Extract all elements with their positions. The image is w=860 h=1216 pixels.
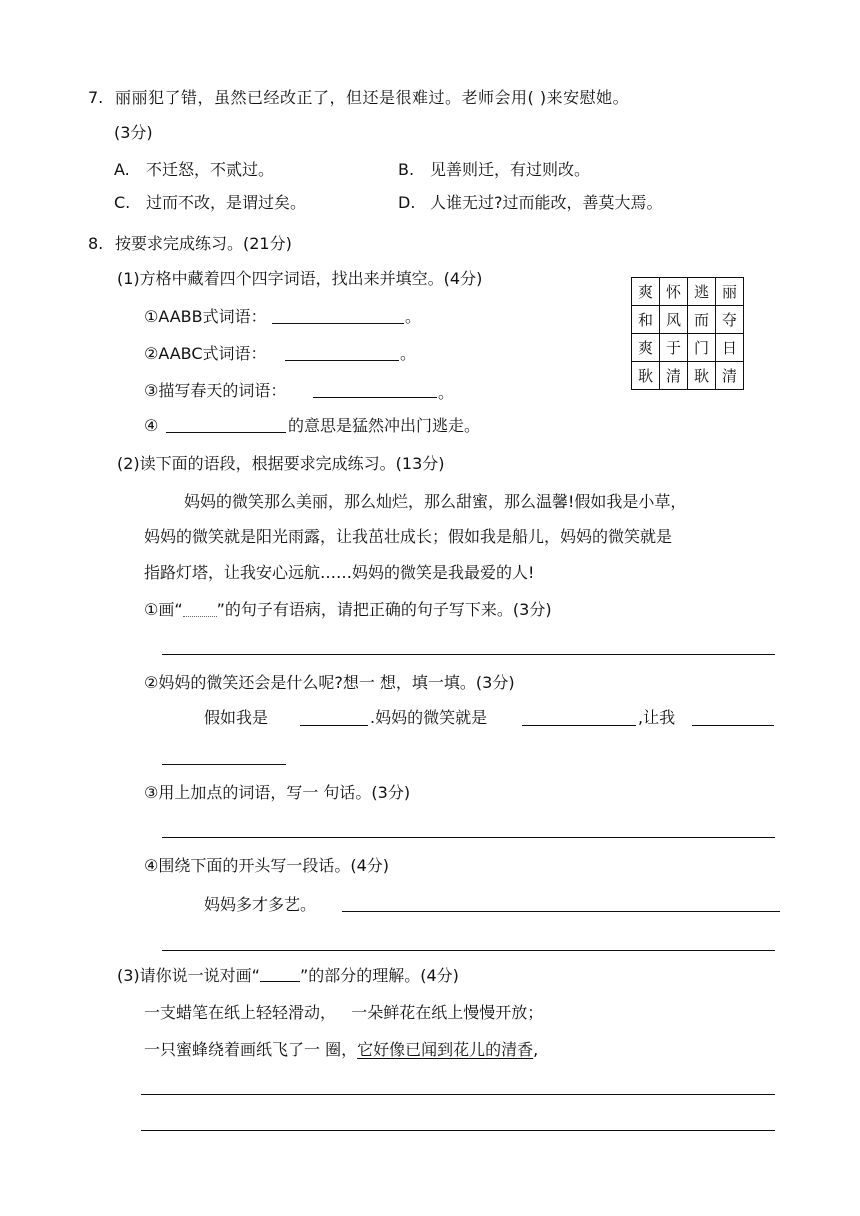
answer-blank-3[interactable]: [313, 397, 437, 398]
grid-cell: 耿: [632, 362, 660, 390]
end-mark-1: 。: [405, 307, 422, 326]
sub4-start: 妈妈多才多艺。: [204, 895, 317, 914]
underline-mark: [260, 969, 300, 982]
part1-item-4: ④: [144, 416, 159, 435]
answer-line-part3-a[interactable]: [141, 1094, 775, 1095]
grid-cell: 爽: [632, 334, 660, 362]
option-a-label: A.: [114, 160, 130, 179]
q7-score: (3分): [114, 123, 153, 142]
grid-cell: 丽: [716, 278, 744, 306]
option-c-text: 过而不改，是谓过矣。: [146, 193, 307, 212]
character-grid: [631, 277, 744, 390]
poem-line-2-pre: 一只蜜蜂绕着画纸飞了一 圈，: [144, 1040, 358, 1059]
part2-title: (2)读下面的语段，根据要求完成练习。(13分): [117, 454, 445, 473]
q8-number: 8.: [88, 234, 104, 253]
grid-cell: 耿: [688, 362, 716, 390]
passage-line-2: 妈妈的微笑就是阳光雨露，让我茁壮成长；假如我是船儿，妈妈的微笑就是: [144, 527, 673, 546]
sub2-question: ②妈妈的微笑还会是什么呢?想一 想，填一填。(3分): [144, 673, 515, 692]
sub2-blank-1[interactable]: [300, 725, 368, 726]
grid-cell: 清: [716, 362, 744, 390]
answer-line-sub3[interactable]: [162, 837, 775, 838]
answer-line-part3-b[interactable]: [141, 1130, 775, 1131]
poem-line-2-post: ,: [533, 1040, 539, 1059]
option-d-text: 人谁无过?过而能改，善莫大焉。: [430, 193, 663, 212]
answer-blank-2[interactable]: [285, 360, 399, 361]
sub2-blank-3[interactable]: [692, 725, 774, 726]
part1-item-3: ③描写春天的词语：: [144, 381, 287, 400]
grid-cell: 清: [660, 362, 688, 390]
answer-line-sub1[interactable]: [162, 654, 775, 655]
sub1-pre: ①画“: [144, 600, 183, 619]
sub1-question: [144, 600, 552, 620]
sub2-blank-2[interactable]: [522, 725, 636, 726]
option-b-label: B.: [398, 160, 415, 179]
grid-cell: 于: [660, 334, 688, 362]
answer-blank-4[interactable]: [166, 432, 286, 433]
sub1-post: ”的句子有语病，请把正确的句子写下来。(3分): [216, 600, 552, 619]
part1-item-2: ②AABC式词语：: [144, 344, 267, 363]
answer-blank-1[interactable]: [272, 323, 404, 324]
wavy-line-mark: [183, 606, 217, 617]
part3-title-pre: (3)请你说一说对画“: [117, 966, 260, 985]
sub2-text-c: ,让我: [638, 708, 676, 727]
grid-cell: 日: [716, 334, 744, 362]
sub2-blank-3-cont[interactable]: [162, 764, 286, 765]
part1-title: (1)方格中藏着四个四字词语，找出来并填空。(4分): [117, 269, 483, 288]
grid-cell: 而: [688, 306, 716, 334]
option-a-text: 不迁怒，不贰过。: [146, 160, 275, 179]
option-b-text: 见善则迁，有过则改。: [430, 160, 591, 179]
passage-line-3: 指路灯塔，让我安心远航……妈妈的微笑是我最爱的人!: [144, 563, 535, 582]
option-c-label: C.: [114, 193, 131, 212]
sub3-question: ③用上加点的词语，写一 句话。(3分): [144, 783, 411, 802]
answer-line-sub4-a[interactable]: [342, 911, 780, 912]
grid-cell: 逃: [688, 278, 716, 306]
part1-item-4-meaning: 的意思是猛然冲出门逃走。: [288, 416, 481, 435]
end-mark-3: 。: [438, 383, 455, 402]
sub2-text-b: .妈妈的微笑就是: [370, 708, 488, 727]
q8-stem: 按要求完成练习。(21分): [115, 234, 292, 253]
grid-cell: 门: [688, 334, 716, 362]
poem-line-2: [144, 1040, 538, 1060]
part3-title-post: ”的部分的理解。(4分): [299, 966, 459, 985]
part1-item-1: ①AABB式词语：: [144, 307, 267, 326]
grid-cell: 风: [660, 306, 688, 334]
q7-stem: 丽丽犯了错，虽然已经改正了，但还是很难过。老师会用( )来安慰她。: [115, 88, 630, 107]
grid-cell: 夺: [716, 306, 744, 334]
poem-underlined-phrase: 它好像已闻到花儿的清香: [357, 1040, 534, 1059]
answer-line-sub4-b[interactable]: [162, 950, 775, 951]
end-mark-2: 。: [400, 344, 417, 363]
grid-cell: 和: [632, 306, 660, 334]
passage-line-1: 妈妈的微笑那么美丽，那么灿烂，那么甜蜜，那么温馨!假如我是小草，: [184, 492, 687, 511]
sub2-text-a: 假如我是: [204, 708, 269, 727]
grid-cell: 爽: [632, 278, 660, 306]
q7-number: 7.: [88, 88, 104, 107]
option-d-label: D.: [398, 193, 416, 212]
grid-cell: 怀: [660, 278, 688, 306]
poem-line-1: 一支蜡笔在纸上轻轻滑动， 一朵鲜花在纸上慢慢开放；: [144, 1003, 544, 1022]
part3-title: [117, 966, 459, 986]
sub4-question: ④围绕下面的开头写一段话。(4分): [144, 856, 390, 875]
